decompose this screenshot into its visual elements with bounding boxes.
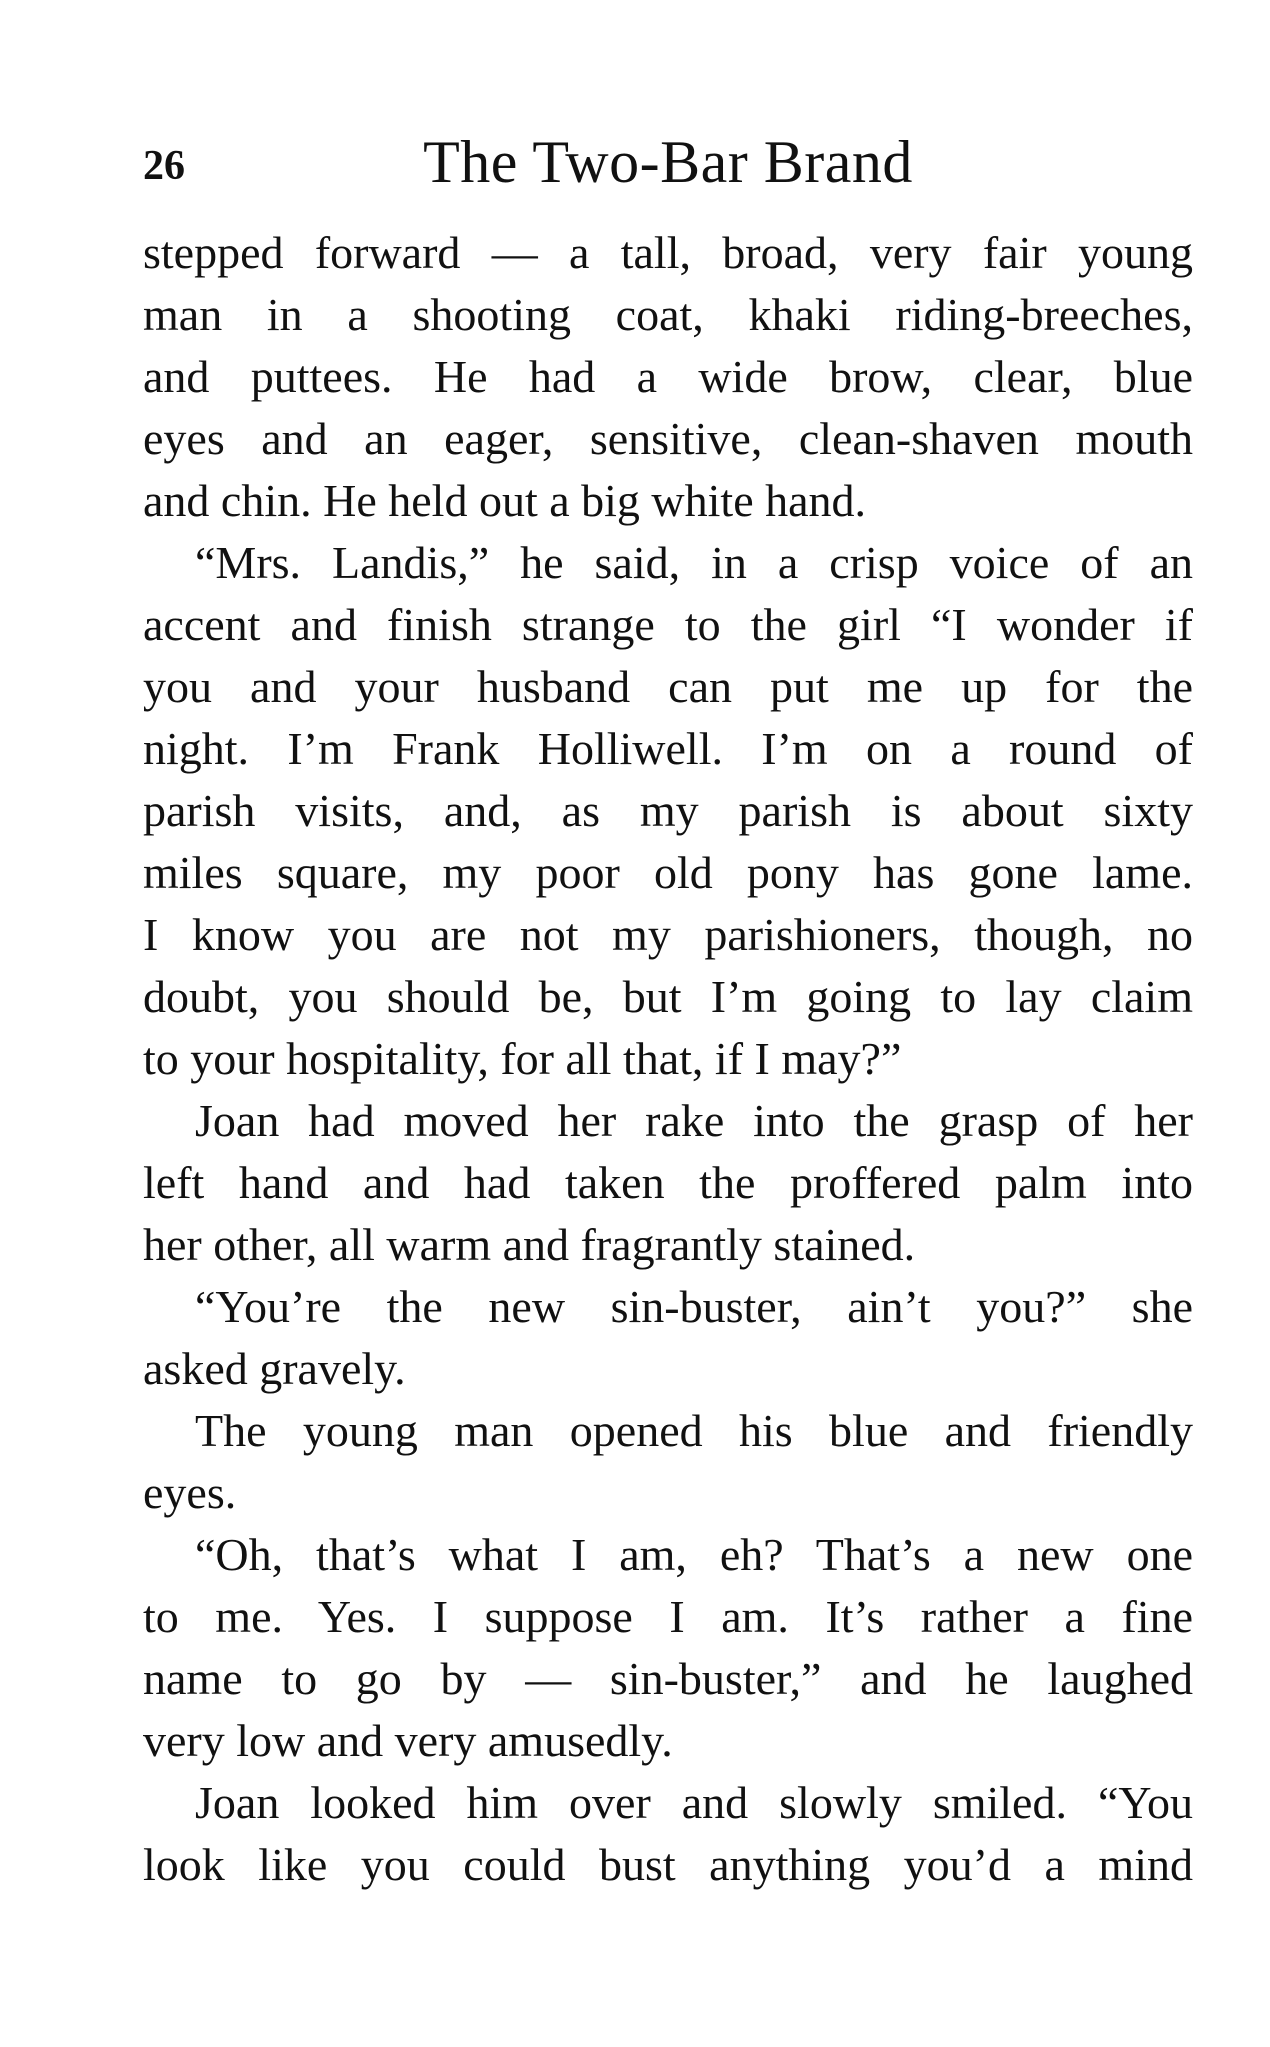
- text-line: parish visits, and, as my parish is about sixty: [143, 785, 1193, 836]
- text-line: eyes.: [143, 1467, 237, 1518]
- text-line: her other, all warm and fragrantly stained.: [143, 1219, 916, 1270]
- text-line: “You’re the new sin-buster, ain’t you?” she: [195, 1281, 1193, 1332]
- text-line: doubt, you should be, but I’m going to lay claim: [143, 971, 1193, 1022]
- page-header: [143, 128, 1193, 208]
- text-line: Joan looked him over and slowly smiled. “You: [195, 1777, 1193, 1828]
- text-line: and puttees. He had a wide brow, clear, blue: [143, 351, 1193, 402]
- page-number: 26: [143, 143, 185, 189]
- text-line: “Mrs. Landis,” he said, in a crisp voice of an: [195, 537, 1193, 588]
- text-line: man in a shooting coat, khaki riding-breeches,: [143, 289, 1193, 340]
- text-line: look like you could bust anything you’d a mind: [143, 1839, 1193, 1890]
- text-line: name to go by — sin-buster,” and he laughed: [143, 1653, 1193, 1704]
- running-title: The Two-Bar Brand: [423, 129, 913, 195]
- text-line: eyes and an eager, sensitive, clean-shaven mouth: [143, 413, 1193, 464]
- text-line: to me. Yes. I suppose I am. It’s rather a fine: [143, 1591, 1193, 1642]
- text-line: you and your husband can put me up for the: [143, 661, 1193, 712]
- text-line: very low and very amusedly.: [143, 1715, 673, 1766]
- text-line: to your hospitality, for all that, if I may?”: [143, 1033, 902, 1084]
- text-line: and chin. He held out a big white hand.: [143, 475, 867, 526]
- text-line: left hand and had taken the proffered palm into: [143, 1157, 1193, 1208]
- text-line: The young man opened his blue and friendly: [195, 1405, 1193, 1456]
- text-line: Joan had moved her rake into the grasp of her: [195, 1095, 1193, 1146]
- text-line: accent and finish strange to the girl “I wonder if: [143, 599, 1193, 650]
- text-line: stepped forward — a tall, broad, very fair young: [143, 227, 1193, 278]
- text-line: “Oh, that’s what I am, eh? That’s a new one: [195, 1529, 1193, 1580]
- text-line: I know you are not my parishioners, though, no: [143, 909, 1193, 960]
- text-line: asked gravely.: [143, 1343, 406, 1394]
- body-text: [143, 222, 1193, 1896]
- text-line: miles square, my poor old pony has gone lame.: [143, 847, 1193, 898]
- text-line: night. I’m Frank Holliwell. I’m on a round of: [143, 723, 1193, 774]
